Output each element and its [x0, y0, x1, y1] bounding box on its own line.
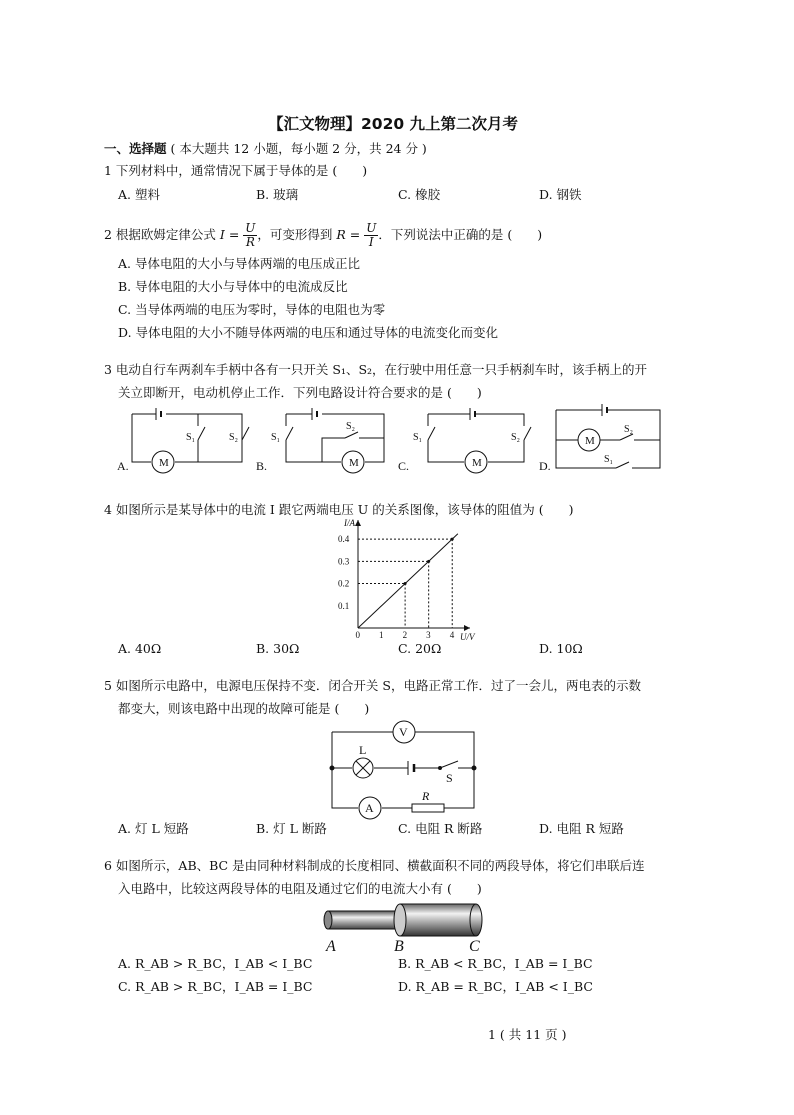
svg-text:S₁: S₁ [186, 432, 196, 443]
circuit-c [398, 408, 531, 473]
section-header [104, 141, 427, 157]
q4-option-c: C. 20Ω [398, 641, 442, 656]
section-note: ( 本大题共 12 小题，每小题 2 分，共 24 分 ) [170, 141, 427, 156]
svg-text:M: M [472, 457, 482, 469]
section-label: 一、选择题 [104, 141, 167, 156]
formula-fraction: $\frac{U}{I}$ [366, 221, 377, 249]
q1-option-a: A. 塑料 [118, 187, 160, 202]
q6-stem-line2: 入电路中，比较这两段导体的电阻及通过它们的电流大小有 ( ) [118, 881, 482, 896]
x-axis-label: U/V [460, 632, 475, 642]
x-tick-label: 4 [449, 630, 455, 640]
series-line [358, 534, 458, 628]
y-axis-arrow [355, 520, 361, 526]
y-axis-label: I/A [344, 518, 355, 528]
x-tick-label: 1 [379, 630, 384, 640]
option-label: B. [256, 459, 268, 473]
svg-text:S₂: S₂ [346, 421, 356, 432]
q2-option-c: C. 当导体两端的电压为零时，导体的电阻也为零 [118, 302, 386, 317]
circuit-d [539, 404, 660, 473]
q2-stem-mid: ，可变形得到 [257, 227, 337, 242]
q1-option-c: C. 橡胶 [398, 187, 441, 202]
q6-option-d: D. R_AB = R_BC，I_AB < I_BC [398, 979, 593, 994]
q5-option-c: C. 电阻 R 断路 [398, 821, 483, 836]
q2-stem-post: ．下列说法中正确的是 ( ) [378, 227, 543, 242]
svg-text:S₂: S₂ [624, 424, 634, 435]
svg-text:S₂: S₂ [229, 432, 239, 443]
q4-stem: 4 如图所示是某导体中的电流 I 跟它两端电压 U 的关系图像，该导体的阻值为 ( ) [104, 502, 574, 517]
q5-option-b: B. 灯 L 断路 [256, 821, 327, 836]
y-tick-label: 0.2 [338, 578, 350, 589]
svg-text:L: L [359, 743, 367, 757]
svg-text:M: M [585, 435, 595, 447]
iu-chart [330, 518, 475, 642]
q5-stem-line2: 都变大，则该电路中出现的故障可能是 ( ) [118, 701, 370, 716]
q2-option-a: A. 导体电阻的大小与导体两端的电压成正比 [118, 256, 360, 271]
svg-text:M: M [159, 457, 169, 469]
svg-text:R: R [422, 789, 430, 803]
q5-option-d: D. 电阻 R 短路 [539, 821, 624, 836]
q1-option-d: D. 钢铁 [539, 187, 582, 202]
q6-option-a: A. R_AB > R_BC，I_AB < I_BC [118, 956, 313, 971]
q2-option-b: B. 导体电阻的大小与导体中的电流成反比 [118, 279, 348, 294]
q2-stem [104, 219, 542, 251]
svg-text:V: V [399, 725, 408, 739]
resistor-icon [412, 804, 444, 812]
q3-stem-line2: 关立即断开，电动机停止工作．下列电路设计符合要求的是 ( ) [118, 385, 482, 400]
y-tick-label: 0.1 [338, 600, 350, 611]
formula-fraction: $\frac{U}{R}$ [245, 221, 256, 249]
q6-conductor-figure [0, 900, 794, 960]
q2-stem-pre: 2 根据欧姆定律公式 [104, 227, 220, 242]
q6-option-b: B. R_AB < R_BC，I_AB = I_BC [398, 956, 593, 971]
q5-option-a: A. 灯 L 短路 [118, 821, 189, 836]
option-label: C. [398, 459, 410, 473]
option-label: D. [539, 459, 551, 473]
svg-text:A: A [365, 801, 374, 815]
svg-text:S₁: S₁ [413, 432, 423, 443]
svg-text:S₁: S₁ [271, 432, 281, 443]
page-footer: 1 ( 共 11 页 ) [488, 1027, 567, 1042]
circuit-a [117, 408, 249, 473]
x-tick-label: 2 [402, 630, 408, 640]
svg-text:S₂: S₂ [511, 432, 521, 443]
label-a: A [326, 938, 336, 955]
q2-option-d: D. 导体电阻的大小不随导体两端的电压和通过导体的电流变化而变化 [118, 325, 499, 340]
q4-option-a: A. 40Ω [118, 641, 162, 656]
svg-text:S: S [446, 771, 453, 785]
q3-stem-line1: 3 电动自行车两刹车手柄中各有一只开关 S₁、S₂，在行驶中用任意一只手柄刹车时，该手柄上的开 [104, 362, 648, 377]
label-b: B [394, 938, 404, 955]
label-c: C [469, 938, 480, 955]
y-tick-label: 0.4 [338, 534, 350, 545]
page-title: 【汇文物理】2020 九上第二次月考 [268, 115, 519, 133]
circuit-b [256, 408, 384, 473]
x-axis-arrow [464, 625, 470, 631]
formula-lhs: I = [219, 227, 240, 242]
q5-circuit [0, 718, 794, 818]
q3-circuit-figures [0, 402, 794, 482]
x-tick-label: 3 [426, 630, 431, 640]
q6-option-c: C. R_AB > R_BC，I_AB = I_BC [118, 979, 313, 994]
option-label: A. [117, 459, 129, 473]
q4-option-d: D. 10Ω [539, 641, 583, 656]
svg-text:M: M [349, 457, 359, 469]
y-tick-label: 0.3 [338, 556, 350, 567]
q1-stem: 1 下列材料中，通常情况下属于导体的是 ( ) [104, 163, 368, 178]
svg-text:S₁: S₁ [604, 454, 614, 465]
formula-lhs: R = [336, 227, 361, 242]
q1-option-b: B. 玻璃 [256, 187, 299, 202]
q6-stem-line1: 6 如图所示，AB、BC 是由同种材料制成的长度相同、横截面积不同的两段导体，将它们串联后连 [104, 858, 645, 873]
q5-stem-line1: 5 如图所示电路中，电源电压保持不变．闭合开关 S，电路正常工作．过了一会儿，两电表的示数 [104, 678, 641, 693]
x-tick-label: 0 [355, 630, 360, 640]
q4-option-b: B. 30Ω [256, 641, 300, 656]
